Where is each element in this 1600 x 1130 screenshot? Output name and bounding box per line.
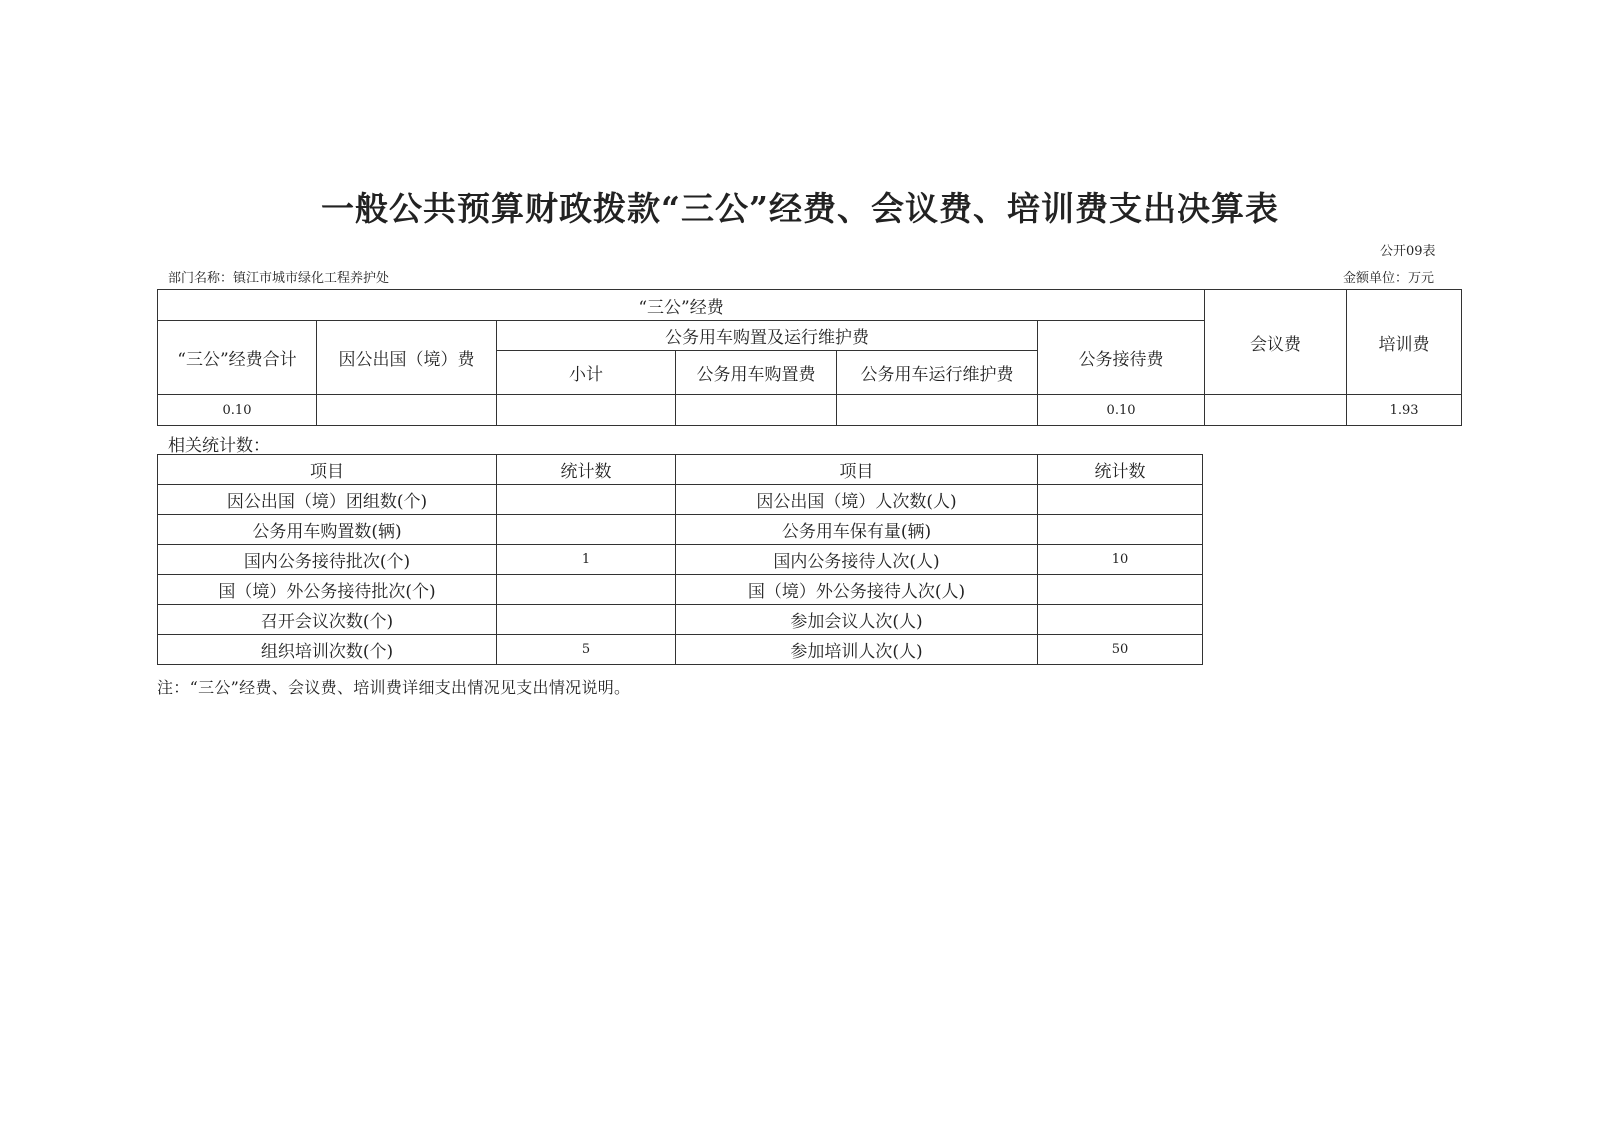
department-name: 部门名称：镇江市城市绿化工程养护处 <box>168 271 390 286</box>
table-row <box>158 635 1203 665</box>
stats-value <box>497 515 676 545</box>
amount-unit: 金额单位：万元 <box>1343 271 1435 286</box>
vehicle-maint-header: 公务用车运行维护费 <box>837 351 1038 395</box>
stats-value <box>1038 605 1203 635</box>
stats-item: 公务用车保有量(辆) <box>676 515 1038 545</box>
stats-item: 公务用车购置数(辆) <box>158 515 497 545</box>
three-public-header: “三公”经费 <box>158 290 1205 321</box>
stats-value <box>497 605 676 635</box>
stats-item: 参加会议人次(人) <box>676 605 1038 635</box>
stats-value <box>497 575 676 605</box>
total-value: 0.10 <box>158 395 317 426</box>
page-title: 一般公共预算财政拨款“三公”经费、会议费、培训费支出决算表 <box>321 189 1279 228</box>
stats-item: 组织培训次数(个) <box>158 635 497 665</box>
stats-item: 召开会议次数(个) <box>158 605 497 635</box>
footnote: 注：“三公”经费、会议费、培训费详细支出情况见支出情况说明。 <box>157 678 631 697</box>
stats-header-count: 统计数 <box>1038 455 1203 485</box>
stats-item: 国（境）外公务接待批次(个) <box>158 575 497 605</box>
training-value: 1.93 <box>1347 395 1462 426</box>
reception-fee-header: 公务接待费 <box>1038 321 1205 395</box>
vehicle-subtotal-value <box>497 395 676 426</box>
expense-table <box>157 289 1462 426</box>
stats-header-item: 项目 <box>158 455 497 485</box>
total-header: “三公”经费合计 <box>158 321 317 395</box>
table-row <box>158 515 1203 545</box>
stats-value: 1 <box>497 545 676 575</box>
stats-item: 因公出国（境）人次数(人) <box>676 485 1038 515</box>
training-fee-header: 培训费 <box>1347 290 1462 395</box>
stats-table <box>157 454 1203 665</box>
stats-value <box>1038 485 1203 515</box>
meeting-value <box>1205 395 1347 426</box>
stats-header-count: 统计数 <box>497 455 676 485</box>
stats-value <box>497 485 676 515</box>
stats-item: 国内公务接待人次(人) <box>676 545 1038 575</box>
stats-item: 因公出国（境）团组数(个) <box>158 485 497 515</box>
vehicle-maint-value <box>837 395 1038 426</box>
stats-value: 50 <box>1038 635 1203 665</box>
reception-value: 0.10 <box>1038 395 1205 426</box>
vehicle-purchase-value <box>676 395 837 426</box>
stats-item: 国内公务接待批次(个) <box>158 545 497 575</box>
meeting-fee-header: 会议费 <box>1205 290 1347 395</box>
abroad-value <box>317 395 497 426</box>
stats-header-item: 项目 <box>676 455 1038 485</box>
form-number: 公开09表 <box>1380 244 1436 259</box>
stats-item: 国（境）外公务接待人次(人) <box>676 575 1038 605</box>
abroad-fee-header: 因公出国（境）费 <box>317 321 497 395</box>
stats-value: 5 <box>497 635 676 665</box>
vehicle-purchase-header: 公务用车购置费 <box>676 351 837 395</box>
table-row <box>158 575 1203 605</box>
vehicle-subtotal-header: 小计 <box>497 351 676 395</box>
stats-value <box>1038 575 1203 605</box>
table-row <box>158 545 1203 575</box>
stats-value <box>1038 515 1203 545</box>
stats-value: 10 <box>1038 545 1203 575</box>
stats-label: 相关统计数： <box>168 436 270 456</box>
table-row <box>158 485 1203 515</box>
stats-item: 参加培训人次(人) <box>676 635 1038 665</box>
table-row <box>158 605 1203 635</box>
vehicle-group-header: 公务用车购置及运行维护费 <box>497 321 1038 351</box>
